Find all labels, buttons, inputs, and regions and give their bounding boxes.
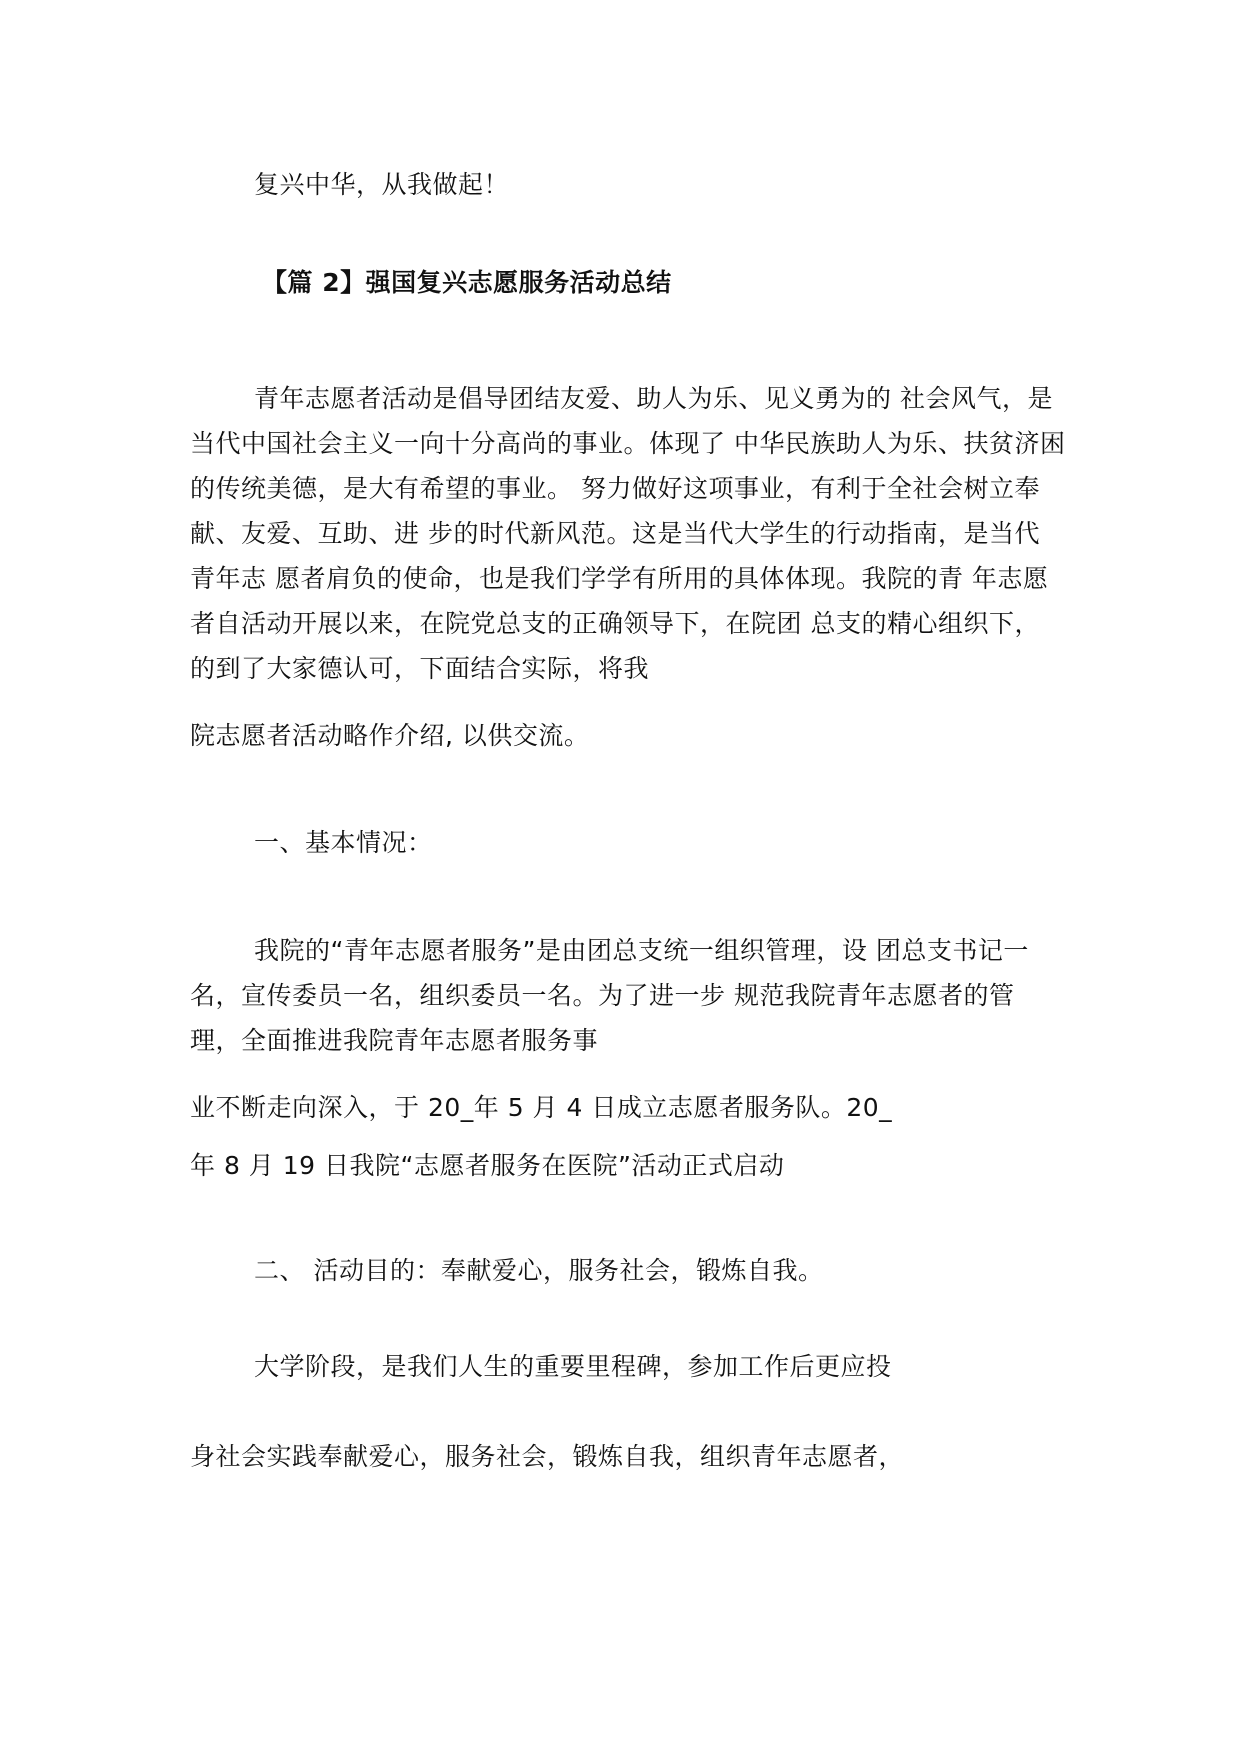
paragraph-line: 青年志 愿者肩负的使命，也是我们学学有所用的具体体现。我院的青 年志愿 [190,564,1049,593]
paragraph-line: 我院的“青年志愿者服务”是由团总支统一组织管理，设 团总支书记一 [254,936,1029,965]
paragraph-line: 名，宣传委员一名，组织委员一名。为了进一步 规范我院青年志愿者的管 [190,981,1015,1010]
paragraph-line: 院志愿者活动略作介绍, 以供交流。 [190,721,590,750]
paragraph-line: 年 8 月 19 日我院“志愿者服务在医院”活动正式启动 [190,1151,785,1180]
paragraph-line: 理，全面推进我院青年志愿者服务事 [190,1026,599,1055]
section-heading: 一、基本情况： [254,828,433,857]
closing-slogan: 复兴中华，从我做起！ [254,170,510,199]
paragraph-line: 大学阶段，是我们人生的重要里程碑，参加工作后更应投 [254,1352,892,1381]
section-heading: 二、 活动目的：奉献爱心，服务社会，锻炼自我。 [254,1256,824,1285]
paragraph-line: 青年志愿者活动是倡导团结友爱、助人为乐、见义勇为的 社会风气，是 [254,384,1053,413]
paragraph-line: 者自活动开展以来，在院党总支的正确领导下，在院团 总支的精心组织下， [190,609,1040,638]
paragraph-line: 献、友爱、互助、进 步的时代新风范。这是当代大学生的行动指南，是当代 [190,519,1040,548]
paragraph-line: 身社会实践奉献爱心，服务社会，锻炼自我，组织青年志愿者， [190,1442,905,1471]
paragraph-line: 的传统美德，是大有希望的事业。 努力做好这项事业，有利于全社会树立奉 [190,474,1040,503]
paragraph-line: 业不断走向深入，于 20_年 5 月 4 日成立志愿者服务队。20_ [190,1093,893,1122]
section-title: 【篇 2】强国复兴志愿服务活动总结 [262,268,672,297]
paragraph-line: 的到了大家德认可，下面结合实际，将我 [190,654,650,683]
paragraph-line: 当代中国社会主义一向十分高尚的事业。体现了 中华民族助人为乐、扶贫济困 [190,429,1066,458]
